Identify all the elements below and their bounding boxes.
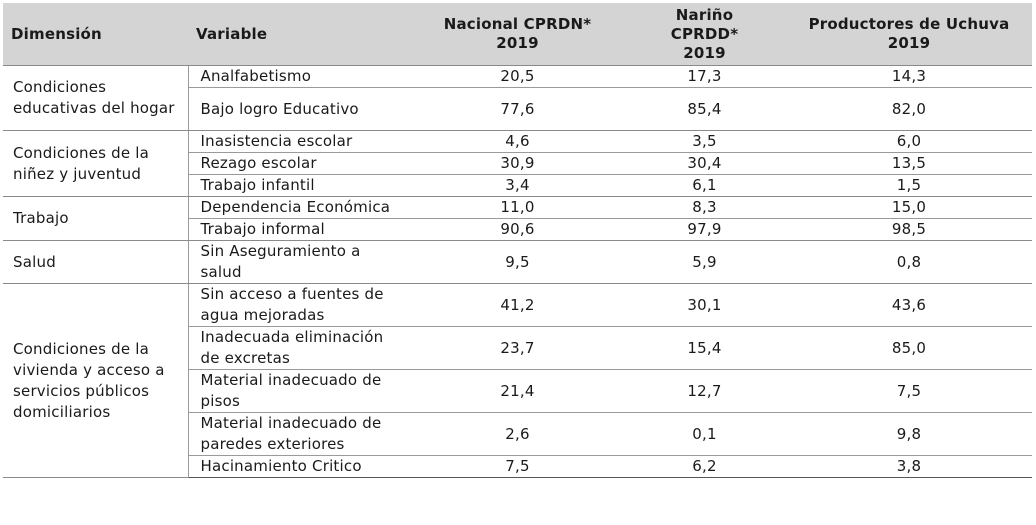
poverty-indicators-table — [3, 3, 1032, 478]
dimension-cell: Salud — [3, 241, 188, 284]
narino-cell: 30,4 — [623, 153, 786, 175]
narino-cell: 0,1 — [623, 413, 786, 456]
nacional-cell: 77,6 — [412, 88, 623, 131]
header-narino-line3: 2019 — [683, 43, 726, 62]
header-variable: Variable — [188, 3, 412, 66]
narino-cell: 8,3 — [623, 197, 786, 219]
header-narino-line1: Nariño — [675, 5, 734, 24]
table-row — [3, 284, 1032, 327]
nacional-cell: 90,6 — [412, 219, 623, 241]
variable-cell: Sin acceso a fuentes de agua mejoradas — [188, 284, 412, 327]
variable-cell: Trabajo infantil — [188, 175, 412, 197]
dimension-cell: Condiciones de la niñez y juventud — [3, 131, 188, 197]
nacional-cell: 9,5 — [412, 241, 623, 284]
productores-cell: 15,0 — [786, 197, 1032, 219]
nacional-cell: 41,2 — [412, 284, 623, 327]
narino-cell: 5,9 — [623, 241, 786, 284]
header-narino — [623, 3, 786, 66]
header-narino-line2: CPRDD* — [670, 24, 739, 43]
productores-cell: 98,5 — [786, 219, 1032, 241]
productores-cell: 6,0 — [786, 131, 1032, 153]
nacional-cell: 20,5 — [412, 66, 623, 88]
variable-cell: Inasistencia escolar — [188, 131, 412, 153]
nacional-cell: 21,4 — [412, 370, 623, 413]
variable-cell: Bajo logro Educativo — [188, 88, 412, 131]
productores-cell: 13,5 — [786, 153, 1032, 175]
nacional-cell: 30,9 — [412, 153, 623, 175]
header-dimension: Dimensión — [3, 3, 188, 66]
narino-cell: 15,4 — [623, 327, 786, 370]
variable-cell: Inadecuada eliminación de excretas — [188, 327, 412, 370]
variable-cell: Sin Aseguramiento a salud — [188, 241, 412, 284]
table-row — [3, 197, 1032, 219]
variable-cell: Trabajo informal — [188, 219, 412, 241]
productores-cell: 85,0 — [786, 327, 1032, 370]
narino-cell: 12,7 — [623, 370, 786, 413]
nacional-cell: 4,6 — [412, 131, 623, 153]
narino-cell: 3,5 — [623, 131, 786, 153]
dimension-cell: Trabajo — [3, 197, 188, 241]
productores-cell: 82,0 — [786, 88, 1032, 131]
productores-cell: 1,5 — [786, 175, 1032, 197]
table-header — [3, 3, 1032, 66]
nacional-cell: 3,4 — [412, 175, 623, 197]
productores-cell: 7,5 — [786, 370, 1032, 413]
nacional-cell: 2,6 — [412, 413, 623, 456]
productores-cell: 14,3 — [786, 66, 1032, 88]
narino-cell: 6,1 — [623, 175, 786, 197]
header-nacional-text: Nacional CPRDN* 2019 — [443, 15, 592, 52]
narino-cell: 97,9 — [623, 219, 786, 241]
productores-cell: 43,6 — [786, 284, 1032, 327]
nacional-cell: 23,7 — [412, 327, 623, 370]
narino-cell: 30,1 — [623, 284, 786, 327]
variable-cell: Rezago escolar — [188, 153, 412, 175]
variable-cell: Material inadecuado de paredes exteriores — [188, 413, 412, 456]
table-row — [3, 66, 1032, 88]
variable-cell: Material inadecuado de pisos — [188, 370, 412, 413]
narino-cell: 85,4 — [623, 88, 786, 131]
table-row — [3, 131, 1032, 153]
variable-cell: Hacinamiento Critico — [188, 456, 412, 478]
variable-cell: Analfabetismo — [188, 66, 412, 88]
nacional-cell: 11,0 — [412, 197, 623, 219]
header-productores — [786, 3, 1032, 66]
header-productores-line1: Productores de Uchuva — [808, 15, 1010, 33]
dimension-cell: Condiciones de la vivienda y acceso a servicios públicos domiciliarios — [3, 284, 188, 478]
dimension-cell: Condiciones educativas del hogar — [3, 66, 188, 131]
header-nacional — [412, 3, 623, 66]
table-row — [3, 241, 1032, 284]
productores-cell: 0,8 — [786, 241, 1032, 284]
nacional-cell: 7,5 — [412, 456, 623, 478]
narino-cell: 17,3 — [623, 66, 786, 88]
header-productores-line2: 2019 — [887, 34, 931, 52]
productores-cell: 3,8 — [786, 456, 1032, 478]
productores-cell: 9,8 — [786, 413, 1032, 456]
variable-cell: Dependencia Económica — [188, 197, 412, 219]
narino-cell: 6,2 — [623, 456, 786, 478]
